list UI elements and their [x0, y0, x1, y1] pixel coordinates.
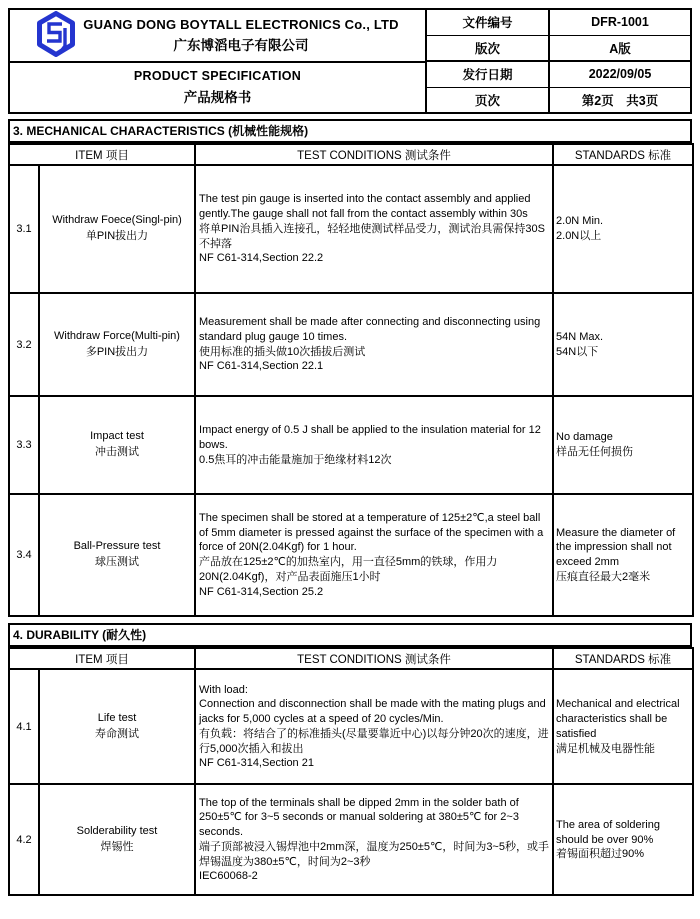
standards-line: 54N Max. — [556, 330, 604, 343]
item-name-en: Life test — [97, 711, 137, 724]
item-name-en: Withdraw Foece(Singl-pin) — [52, 214, 182, 227]
company-name-cn: 广东博滔电子有限公司 — [173, 38, 309, 53]
company-logo-icon — [36, 11, 76, 57]
conditions-line: Connection and disconnection shall be made with the mating plugs and jacks for 5,000 cycles at a speed of 20 cycles/Min. — [199, 698, 546, 726]
header-left-block — [10, 10, 427, 112]
info-row-doc-number — [427, 10, 690, 36]
standards-line: 2.0N以上 — [556, 230, 602, 243]
column-header-item: ITEM 项目 — [9, 648, 195, 669]
conditions-line: 将单PIN治具插入连接孔，轻轻地使测试样品受力，测试治具需保持30S不掉落 — [199, 222, 545, 250]
conditions-line: 0.5焦耳的冲击能量施加于绝缘材料12次 — [199, 453, 392, 466]
conditions-line: NF C61-314,Section 22.2 — [199, 252, 324, 265]
row-number-cell: 3.3 — [9, 396, 39, 494]
conditions-line: 使用标准的插头做10次插拔后测试 — [199, 345, 366, 358]
info-row-page-number — [427, 88, 690, 113]
item-name-en: Impact test — [90, 430, 144, 443]
info-row-issue-date — [427, 62, 690, 88]
column-header-standards: STANDARDS 标准 — [553, 648, 693, 669]
issue-date-value: 2022/09/05 — [588, 67, 652, 82]
page-number-label: 页次 — [427, 88, 550, 113]
conditions-line: The specimen shall be stored at a temperature of 125±2℃,a steel ball of 5mm diameter is pressed against the surface of the specimen with a force of 20N(2.04Kgf) for 1 hour. — [199, 511, 544, 554]
conditions-line: NF C61-314,Section 25.2 — [199, 585, 324, 598]
revision-value: A版 — [609, 41, 631, 56]
standards-cell — [553, 165, 693, 293]
conditions-line: NF C61-314,Section 22.1 — [199, 360, 324, 373]
item-name-cn: 多PIN拔出力 — [85, 345, 149, 358]
document-info-table — [427, 10, 690, 112]
standards-line: The area of soldering should be over 90% — [556, 818, 660, 846]
row-number-cell: 3.2 — [9, 293, 39, 396]
column-header-standards: STANDARDS 标准 — [553, 144, 693, 165]
row-number-cell: 4.2 — [9, 784, 39, 895]
conditions-line: 产品放在125±2℃的加热室内，用一直径5mm的铁球，作用力20N(2.04Kgf)，对产品表面施压1小时 — [199, 556, 498, 583]
conditions-cell — [195, 396, 553, 494]
conditions-line: Measurement shall be made after connecting and disconnecting using standard plug gauge 10 times. — [199, 316, 541, 343]
standards-line: Mechanical and electrical characteristics shall be satisfied — [556, 698, 680, 740]
item-cell — [39, 669, 195, 784]
document-header — [8, 8, 692, 114]
conditions-line: Impact energy of 0.5 J shall be applied to the insulation material for 12 bows. — [199, 424, 541, 451]
item-cell — [39, 165, 195, 293]
table-header-row — [9, 648, 693, 669]
standards-cell — [553, 494, 693, 616]
section-title-mechanical: 3. MECHANICAL CHARACTERISTICS (机械性能规格) — [8, 119, 692, 143]
item-name-cn: 冲击测试 — [95, 446, 139, 459]
table-header-row — [9, 144, 693, 165]
table-row — [9, 494, 693, 616]
item-name-cn: 寿命测试 — [95, 727, 139, 740]
row-number-cell: 3.1 — [9, 165, 39, 293]
table-row — [9, 669, 693, 784]
company-name-en: GUANG DONG BOYTALL ELECTRONICS Co., LTD — [83, 17, 399, 32]
column-header-conditions: TEST CONDITIONS 测试条件 — [195, 648, 553, 669]
row-number-cell: 3.4 — [9, 494, 39, 616]
column-header-item: ITEM 项目 — [9, 144, 195, 165]
table-row — [9, 396, 693, 494]
standards-line: 样品无任何损伤 — [556, 446, 634, 459]
conditions-line: 端子顶部被浸入锡焊池中2mm深，温度为250±5℃，时间为3~5秒，或手焊锡温度为380±5℃，时间为2~3秒 — [199, 840, 549, 868]
conditions-line: The top of the terminals shall be dipped 2mm in the solder bath of 250±5℃ for 3~5 seconds or manual soldering at 380±5℃ for 2~3 seconds. — [199, 796, 519, 839]
issue-date-label: 发行日期 — [427, 62, 550, 87]
standards-line: Measure the diameter of the impression shall not exceed 2mm — [556, 526, 676, 569]
page-number-value: 第2页 共3页 — [581, 93, 659, 108]
conditions-cell — [195, 293, 553, 396]
standards-cell — [553, 669, 693, 784]
standards-cell — [553, 784, 693, 895]
doc-title-en: PRODUCT SPECIFICATION — [133, 69, 302, 83]
durability-table — [8, 647, 694, 896]
table-row — [9, 165, 693, 293]
conditions-cell — [195, 784, 553, 895]
info-row-revision — [427, 36, 690, 63]
mechanical-characteristics-table — [8, 143, 694, 617]
table-row — [9, 784, 693, 895]
item-name-en: Ball-Pressure test — [73, 540, 161, 553]
standards-cell — [553, 293, 693, 396]
standards-line: 满足机械及电器性能 — [556, 742, 656, 755]
doc-number-label: 文件编号 — [427, 10, 550, 35]
standards-line: 54N以下 — [556, 345, 599, 358]
doc-number-value: DFR-1001 — [591, 15, 649, 30]
item-cell — [39, 784, 195, 895]
standards-line: 压痕直径最大2毫米 — [556, 570, 651, 583]
item-cell — [39, 396, 195, 494]
conditions-line: With load: — [199, 683, 248, 696]
company-block — [10, 10, 425, 63]
standards-line: 2.0N Min. — [556, 215, 604, 228]
table-row — [9, 293, 693, 396]
revision-label: 版次 — [427, 36, 550, 61]
item-name-cn: 球压测试 — [95, 556, 139, 569]
conditions-line: The test pin gauge is inserted into the contact assembly and applied gently.The gauge shall not fall from the contact assembly within 30s — [199, 193, 531, 221]
item-name-en: Solderability test — [76, 824, 158, 837]
row-number-cell: 4.1 — [9, 669, 39, 784]
conditions-line: IEC60068-2 — [199, 870, 258, 883]
conditions-cell — [195, 669, 553, 784]
conditions-line: 有负载：将结合了的标准插头(尽量要靠近中心)以每分钟20次的速度，进行5,000次插入和拔出 — [199, 727, 549, 755]
standards-line: 着锡面积超过90% — [556, 848, 645, 861]
item-cell — [39, 494, 195, 616]
company-names — [83, 17, 398, 54]
standards-line: No damage — [556, 431, 613, 444]
item-name-cn: 单PIN拔出力 — [85, 230, 149, 243]
item-name-cn: 焊锡性 — [100, 840, 134, 853]
conditions-cell — [195, 494, 553, 616]
item-cell — [39, 293, 195, 396]
doc-title-cn: 产品规格书 — [183, 90, 252, 105]
document-title-block — [10, 63, 425, 112]
section-title-durability: 4. DURABILITY (耐久性) — [8, 623, 692, 647]
conditions-cell — [195, 165, 553, 293]
column-header-conditions: TEST CONDITIONS 测试条件 — [195, 144, 553, 165]
item-name-en: Withdraw Force(Multi-pin) — [54, 329, 180, 342]
standards-cell — [553, 396, 693, 494]
conditions-line: NF C61-314,Section 21 — [199, 757, 314, 770]
